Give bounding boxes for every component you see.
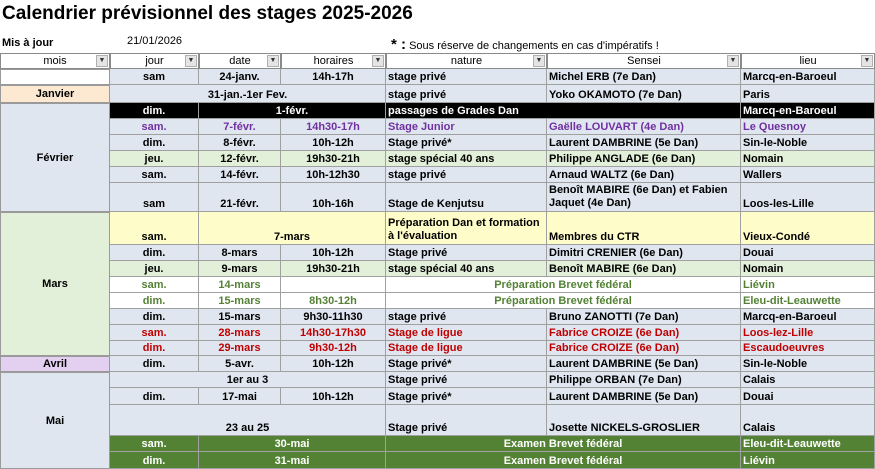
cell-date: 17-mai bbox=[199, 388, 281, 405]
table-row[interactable] bbox=[110, 293, 875, 309]
cell-nature: Stage de Kenjutsu bbox=[386, 183, 547, 212]
cell-sensei: Josette NICKELS-GROSLIER bbox=[547, 405, 741, 436]
cell-jour: dim. bbox=[110, 356, 199, 372]
cell-date: 7-mars bbox=[199, 212, 386, 245]
header-sensei-label: Sensei bbox=[627, 55, 661, 67]
filter-dropdown-icon[interactable]: ▼ bbox=[372, 55, 384, 67]
cell-nature: Examen Brevet fédéral bbox=[386, 436, 741, 452]
table-row[interactable] bbox=[110, 135, 875, 151]
cell-nature: Stage de ligue bbox=[386, 325, 547, 341]
filter-dropdown-icon[interactable]: ▼ bbox=[96, 55, 108, 67]
note-text: Sous réserve de changements en cas d'impératifs ! bbox=[409, 40, 659, 52]
cell-nature: stage spécial 40 ans bbox=[386, 261, 547, 277]
cell-lieu: Eleu-dit-Leauwette bbox=[741, 293, 875, 309]
cell-horaires: 10h-12h bbox=[281, 356, 386, 372]
cell-horaires: 10h-16h bbox=[281, 183, 386, 212]
cell-lieu: Liévin bbox=[741, 277, 875, 293]
header-nature-label: nature bbox=[450, 55, 483, 67]
cell-date: 23 au 25 bbox=[110, 405, 386, 436]
header-horaires[interactable] bbox=[281, 53, 386, 69]
cell-date: 29-mars bbox=[199, 341, 281, 356]
cell-horaires: 10h-12h bbox=[281, 135, 386, 151]
cell-sensei: Laurent DAMBRINE (5e Dan) bbox=[547, 135, 741, 151]
cell-jour: dim. bbox=[110, 103, 199, 119]
cell-lieu: Wallers bbox=[741, 167, 875, 183]
table-row[interactable] bbox=[110, 151, 875, 167]
table-row[interactable] bbox=[110, 85, 875, 103]
header-jour[interactable] bbox=[110, 53, 199, 69]
cell-nature: stage privé bbox=[386, 309, 547, 325]
cell-nature: Stage de ligue bbox=[386, 341, 547, 356]
table-row[interactable] bbox=[110, 405, 875, 436]
month-mars[interactable]: Mars bbox=[0, 212, 110, 356]
cell-lieu: Liévin bbox=[741, 452, 875, 469]
cell-date: 24-janv. bbox=[199, 69, 281, 85]
page-title: Calendrier prévisionnel des stages 2025-2026 bbox=[2, 3, 413, 24]
cell-sensei: Fabrice CROIZE (6e Dan) bbox=[547, 325, 741, 341]
cell-horaires: 14h30-17h bbox=[281, 119, 386, 135]
cell-lieu: Calais bbox=[741, 405, 875, 436]
cell-date: 1er au 3 bbox=[110, 372, 386, 388]
cell-sensei: Benoît MABIRE (6e Dan) et Fabien Jaquet (4e Dan) bbox=[547, 183, 741, 212]
cell-date: 8-févr. bbox=[199, 135, 281, 151]
cell-lieu: Paris bbox=[741, 85, 875, 103]
table-row[interactable] bbox=[110, 388, 875, 405]
month-avril[interactable]: Avril bbox=[0, 356, 110, 372]
filter-dropdown-icon[interactable]: ▼ bbox=[185, 55, 197, 67]
cell-nature: stage privé bbox=[386, 167, 547, 183]
table-row[interactable] bbox=[110, 452, 875, 469]
cell-jour: dim. bbox=[110, 452, 199, 469]
cell-sensei: Bruno ZANOTTI (7e Dan) bbox=[547, 309, 741, 325]
header-nature[interactable] bbox=[386, 53, 547, 69]
table-row[interactable] bbox=[110, 356, 875, 372]
cell-sensei: Arnaud WALTZ (6e Dan) bbox=[547, 167, 741, 183]
cell-sensei: Philippe ANGLADE (6e Dan) bbox=[547, 151, 741, 167]
cell-nature: stage spécial 40 ans bbox=[386, 151, 547, 167]
cell-date: 5-avr. bbox=[199, 356, 281, 372]
cell-sensei: Laurent DAMBRINE (5e Dan) bbox=[547, 356, 741, 372]
cell-nature: Stage privé* bbox=[386, 356, 547, 372]
cell-jour: sam bbox=[110, 183, 199, 212]
disclaimer-note bbox=[391, 36, 659, 53]
header-mois[interactable] bbox=[0, 53, 110, 69]
cell-nature: Stage Junior bbox=[386, 119, 547, 135]
table-row[interactable] bbox=[110, 261, 875, 277]
cell-jour: sam. bbox=[110, 436, 199, 452]
cell-nature: Préparation Brevet fédéral bbox=[386, 293, 741, 309]
cell-date: 14-mars bbox=[199, 277, 281, 293]
cell-date: 12-févr. bbox=[199, 151, 281, 167]
cell-nature: Préparation Brevet fédéral bbox=[386, 277, 741, 293]
cell-nature: Préparation Dan et formation à l'évaluation bbox=[386, 212, 547, 245]
cell-sensei: Yoko OKAMOTO (7e Dan) bbox=[547, 85, 741, 103]
cell-jour: sam. bbox=[110, 119, 199, 135]
cell-sensei: Laurent DAMBRINE (5e Dan) bbox=[547, 388, 741, 405]
cell-nature: stage privé bbox=[386, 69, 547, 85]
cell-sensei: Dimitri CRENIER (6e Dan) bbox=[547, 245, 741, 261]
cell-lieu: Douai bbox=[741, 245, 875, 261]
cell-date: 8-mars bbox=[199, 245, 281, 261]
cell-lieu: Loos-lez-Lille bbox=[741, 325, 875, 341]
cell-lieu: Sin-le-Noble bbox=[741, 356, 875, 372]
header-date[interactable] bbox=[199, 53, 281, 69]
header-jour-label: jour bbox=[145, 55, 164, 67]
cell-sensei: Philippe ORBAN (7e Dan) bbox=[547, 372, 741, 388]
cell-date: 21-févr. bbox=[199, 183, 281, 212]
month-mai[interactable]: Mai bbox=[0, 372, 110, 469]
cell-lieu: Marcq-en-Baroeul bbox=[741, 309, 875, 325]
cell-jour: sam. bbox=[110, 325, 199, 341]
cell-horaires bbox=[281, 277, 386, 293]
table-row[interactable] bbox=[110, 69, 875, 85]
cell-horaires: 8h30-12h bbox=[281, 293, 386, 309]
table-row[interactable] bbox=[110, 212, 875, 245]
table-row[interactable] bbox=[110, 183, 875, 212]
table-row[interactable] bbox=[110, 325, 875, 341]
cell-date: 30-mai bbox=[199, 436, 386, 452]
month-fevrier[interactable]: Février bbox=[0, 103, 110, 212]
cell-nature: stage privé bbox=[386, 85, 547, 103]
cell-lieu: Sin-le-Noble bbox=[741, 135, 875, 151]
cell-jour: sam. bbox=[110, 212, 199, 245]
cell-lieu: Le Quesnoy bbox=[741, 119, 875, 135]
cell-horaires: 19h30-21h bbox=[281, 261, 386, 277]
cell-jour: sam. bbox=[110, 277, 199, 293]
cell-lieu: Marcq-en-Baroeul bbox=[741, 69, 875, 85]
header-sensei[interactable] bbox=[547, 53, 741, 69]
header-lieu[interactable] bbox=[741, 53, 875, 69]
table-row[interactable] bbox=[110, 372, 875, 388]
filter-dropdown-icon[interactable]: ▼ bbox=[727, 55, 739, 67]
cell-jour: dim. bbox=[110, 245, 199, 261]
cell-nature: Stage privé* bbox=[386, 388, 547, 405]
cell-jour: sam bbox=[110, 69, 199, 85]
cell-jour: dim. bbox=[110, 341, 199, 356]
cell-horaires: 10h-12h30 bbox=[281, 167, 386, 183]
table-row[interactable] bbox=[110, 167, 875, 183]
cell-sensei: Benoît MABIRE (6e Dan) bbox=[547, 261, 741, 277]
cell-date: 15-mars bbox=[199, 309, 281, 325]
cell-nature: Stage privé bbox=[386, 245, 547, 261]
note-star: * : bbox=[391, 36, 406, 53]
table-row[interactable] bbox=[110, 103, 875, 119]
cell-nature: Stage privé bbox=[386, 372, 547, 388]
cell-jour: dim. bbox=[110, 388, 199, 405]
filter-dropdown-icon[interactable]: ▼ bbox=[861, 55, 873, 67]
cell-sensei: Fabrice CROIZE (6e Dan) bbox=[547, 341, 741, 356]
cell-horaires: 19h30-21h bbox=[281, 151, 386, 167]
cell-date: 7-févr. bbox=[199, 119, 281, 135]
cell-nature: Examen Brevet fédéral bbox=[386, 452, 741, 469]
month-spacer bbox=[0, 69, 110, 85]
cell-horaires: 10h-12h bbox=[281, 245, 386, 261]
cell-date: 31-mai bbox=[199, 452, 386, 469]
cell-lieu: Nomain bbox=[741, 151, 875, 167]
update-label: Mis à jour bbox=[2, 37, 54, 49]
cell-lieu: Escaudoeuvres bbox=[741, 341, 875, 356]
table-row[interactable] bbox=[110, 436, 875, 452]
cell-jour: jeu. bbox=[110, 261, 199, 277]
cell-lieu: Marcq-en-Baroeul bbox=[741, 103, 875, 119]
month-janvier[interactable]: Janvier bbox=[0, 85, 110, 103]
cell-sensei: Gaëlle LOUVART (4e Dan) bbox=[547, 119, 741, 135]
cell-sensei: Membres du CTR bbox=[547, 212, 741, 245]
cell-horaires: 14h-17h bbox=[281, 69, 386, 85]
cell-lieu: Eleu-dit-Leauwette bbox=[741, 436, 875, 452]
cell-jour: dim. bbox=[110, 293, 199, 309]
table-row[interactable] bbox=[110, 309, 875, 325]
table-row[interactable] bbox=[110, 341, 875, 356]
cell-jour: dim. bbox=[110, 309, 199, 325]
cell-jour: jeu. bbox=[110, 151, 199, 167]
cell-date: 31-jan.-1er Fev. bbox=[110, 85, 386, 103]
cell-sensei: Michel ERB (7e Dan) bbox=[547, 69, 741, 85]
cell-nature: passages de Grades Dan bbox=[386, 103, 741, 119]
cell-lieu: Loos-les-Lille bbox=[741, 183, 875, 212]
table-row[interactable] bbox=[110, 119, 875, 135]
header-date-label: date bbox=[229, 55, 251, 67]
cell-horaires: 9h30-12h bbox=[281, 341, 386, 356]
cell-horaires: 10h-12h bbox=[281, 388, 386, 405]
cell-nature: Stage privé* bbox=[386, 135, 547, 151]
cell-date: 1-févr. bbox=[199, 103, 386, 119]
filter-dropdown-icon[interactable]: ▼ bbox=[533, 55, 545, 67]
filter-dropdown-icon[interactable]: ▼ bbox=[267, 55, 279, 67]
header-horaires-label: horaires bbox=[313, 55, 354, 67]
cell-date: 14-févr. bbox=[199, 167, 281, 183]
cell-jour: dim. bbox=[110, 135, 199, 151]
cell-lieu: Calais bbox=[741, 372, 875, 388]
cell-date: 28-mars bbox=[199, 325, 281, 341]
table-row[interactable] bbox=[110, 277, 875, 293]
cell-date: 9-mars bbox=[199, 261, 281, 277]
table-row[interactable] bbox=[110, 245, 875, 261]
cell-lieu: Vieux-Condé bbox=[741, 212, 875, 245]
cell-jour: sam. bbox=[110, 167, 199, 183]
cell-lieu: Nomain bbox=[741, 261, 875, 277]
cell-date: 15-mars bbox=[199, 293, 281, 309]
cell-lieu: Douai bbox=[741, 388, 875, 405]
update-date: 21/01/2026 bbox=[127, 35, 183, 47]
header-mois-label: mois bbox=[43, 55, 67, 67]
cell-nature: Stage privé bbox=[386, 405, 547, 436]
header-lieu-label: lieu bbox=[799, 55, 817, 67]
cell-horaires: 9h30-11h30 bbox=[281, 309, 386, 325]
cell-horaires: 14h30-17h30 bbox=[281, 325, 386, 341]
